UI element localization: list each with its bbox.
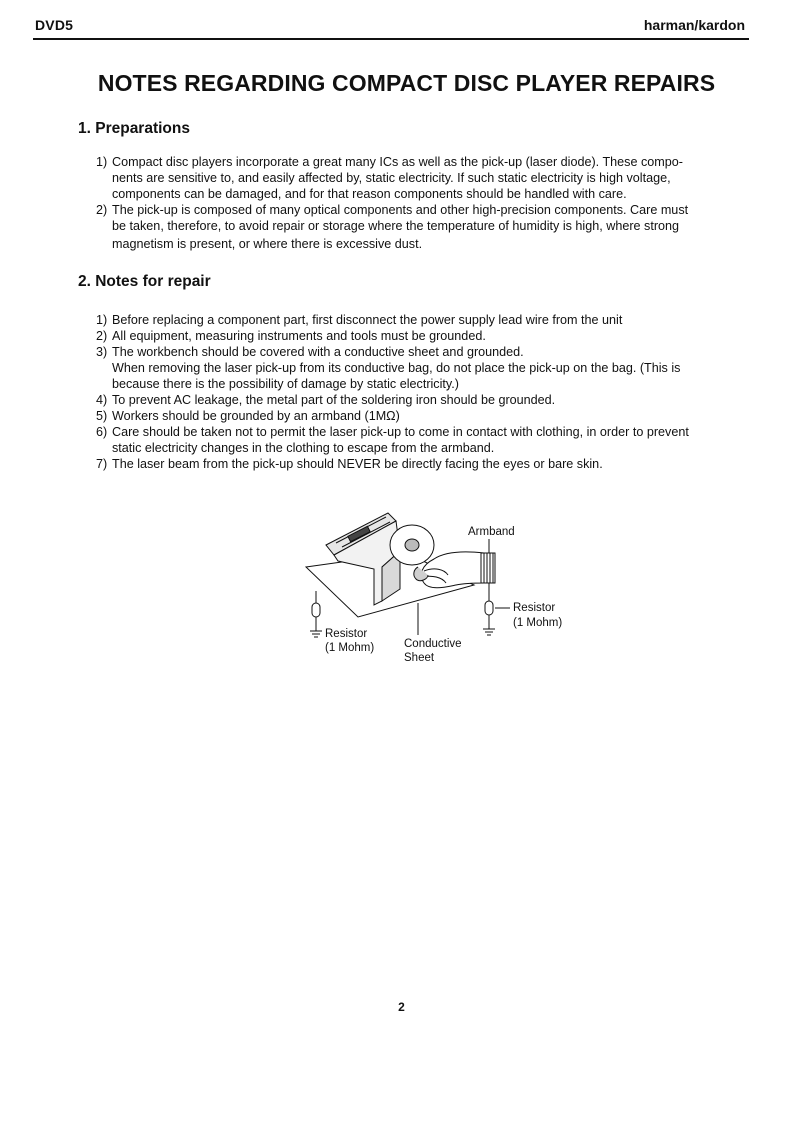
sheet-label-line1: Conductive [404, 638, 462, 650]
list-item [96, 344, 736, 392]
list-item [96, 202, 736, 252]
resistor-left-label: Resistor [325, 628, 368, 640]
pickup-assembly [326, 513, 434, 605]
list-item [96, 424, 736, 456]
item-number: 1) [96, 313, 108, 327]
item-text-line: static electricity changes in the clothing to escape from the armband. [112, 441, 495, 455]
item-text-line: All equipment, measuring instruments and tools must be grounded. [112, 329, 486, 343]
resistor-right-value: (1 Mohm) [513, 617, 563, 629]
item-text-line: The workbench should be covered with a conductive sheet and grounded. [112, 345, 524, 359]
document-model: DVD5 [35, 17, 74, 33]
list-item [96, 328, 736, 344]
item-text-line: To prevent AC leakage, the metal part of the soldering iron should be grounded. [112, 393, 556, 407]
item-text-line: The laser beam from the pick-up should NEVER be directly facing the eyes or bare skin. [112, 457, 603, 471]
item-number: 6) [96, 425, 108, 439]
item-number: 1) [96, 155, 108, 169]
header-divider [33, 38, 749, 40]
item-number: 3) [96, 345, 108, 359]
item-number: 7) [96, 457, 108, 471]
armband-label: Armband [468, 526, 515, 538]
sheet-label-line2: Sheet [404, 652, 435, 664]
list-item [96, 408, 736, 424]
list-item [96, 456, 736, 472]
list-item [96, 392, 736, 408]
item-text-line: magnetism is present, or where there is excessive dust. [112, 237, 423, 251]
item-number: 5) [96, 409, 108, 423]
item-text-line: because there is the possibility of damage by static electricity.) [112, 377, 459, 391]
page-number: 2 [398, 1000, 405, 1014]
list-item [96, 312, 736, 328]
page-title: NOTES REGARDING COMPACT DISC PLAYER REPAIRS [97, 70, 716, 96]
item-text-line: Workers should be grounded by an armband (1MΩ) [112, 409, 400, 423]
item-text-line: Compact disc players incorporate a great many ICs as well as the pick-up (laser diode). These compo- [112, 155, 683, 169]
section-heading-preparations: 1. Preparations [78, 120, 190, 137]
preparations-list [96, 154, 736, 252]
resistor-left-value: (1 Mohm) [325, 642, 375, 654]
left-ground-resistor [310, 591, 322, 637]
resistor-right-label: Resistor [513, 602, 556, 614]
section-heading-notes-for-repair: 2. Notes for repair [78, 273, 211, 290]
brand-logo-text: harman/kardon [643, 17, 745, 33]
repair-notes-list [96, 312, 736, 472]
item-text-line: Before replacing a component part, first disconnect the power supply lead wire from the unit [112, 313, 623, 327]
item-text-line: nents are sensitive to, and easily affected by, static electricity. If such static electricity is high voltage, [112, 171, 671, 185]
grounding-diagram [296, 505, 586, 675]
item-number: 2) [96, 203, 108, 217]
right-ground-resistor [483, 583, 510, 635]
list-item [96, 154, 736, 202]
item-text-line: The pick-up is composed of many optical components and other high-precision components. Care must [112, 203, 689, 217]
item-text-line: When removing the laser pick-up from its conductive bag, do not place the pick-up on the bag. (This is [112, 361, 681, 375]
item-text-line: components can be damaged, and for that reason components should be handled with care. [112, 187, 627, 201]
item-number: 2) [96, 329, 108, 343]
item-text-line: be taken, therefore, to avoid repair or storage where the temperature of humidity is high, where strong [112, 219, 680, 233]
item-text-line: Care should be taken not to permit the laser pick-up to come in contact with clothing, in order to prevent [112, 425, 689, 439]
item-number: 4) [96, 393, 108, 407]
